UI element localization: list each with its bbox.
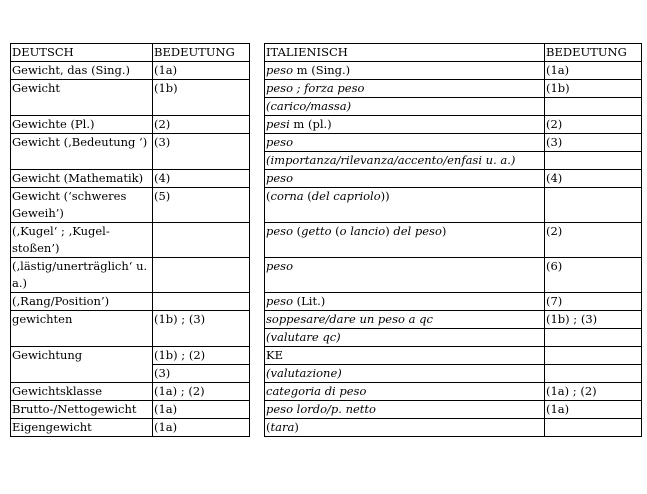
table-row: (‚lästig/unerträglich‘ u. a.) peso (6)	[11, 258, 642, 293]
header-deutsch: DEUTSCH	[11, 44, 153, 62]
table-row: (‚Kugel‘ ; ‚Kugel-stoßen’) peso (getto (o lancio) del peso) (2)	[11, 223, 642, 258]
table-row: Eigengewicht (1a) (tara)	[11, 419, 642, 437]
table-row: Gewicht (‚Bedeutung ‘) (3) peso (3)	[11, 134, 642, 152]
table-row: Gewicht (1b) peso ; forza peso (1b)	[11, 80, 642, 98]
table-row: Gewicht (‘schweres Geweih’) (5) (corna (del capriolo))	[11, 188, 642, 223]
table-row: (‚Rang/Position’) peso (Lit.) (7)	[11, 293, 642, 311]
table-row: Gewicht, das (Sing.) (1a) peso m (Sing.) (1a)	[11, 62, 642, 80]
table-row: gewichten (1b) ; (3) soppesare/dare un peso a qc (1b) ; (3)	[11, 311, 642, 329]
table-row: Gewichtung (1b) ; (2) KE	[11, 347, 642, 365]
header-row	[11, 44, 642, 62]
table-row: Gewicht (Mathematik) (4) peso (4)	[11, 170, 642, 188]
table-row: Gewichte (Pl.) (2) pesi m (pl.) (2)	[11, 116, 642, 134]
header-italienisch: ITALIENISCH	[265, 44, 545, 62]
dictionary-table: DEUTSCH BEDEUTUNG ITALIENISCH BEDEUTUNG Gewicht, das (Sing.) (1a) peso m (Sing.) (1a) Gewicht (1b) peso ; forza peso (1b) (carico/massa) Gewichte (Pl.) (2) pesi m (pl.) (2) Gewicht (‚Bedeutung ‘) (3) peso (3) (importanza/rilevanza/accento/enfasi u. a.) Gewicht (Mathematik) (4) peso (4) Gewicht (‘schweres Geweih’) (5) (corna (del capriolo)) (‚Kugel‘ ; ‚Kugel-stoßen’) peso (getto (o lancio) del peso) (2) (‚lästig/unerträglich‘ u. a.) peso (6) (‚Rang/Position’) peso (Lit.) (7) gewichten (1b) ; (3) soppesare/dare un peso a qc (1b) ; (3) (valutare qc) Gewichtung (1b) ; (2) KE (3) (valutazione) Gewichtsklasse (1a) ; (2) categoria di peso (1a) ; (2) Brutto-/Nettogewicht (1a) peso lordo/p. netto (1a) Eigengewicht (1a) (tara)	[10, 43, 642, 437]
table-row: Brutto-/Nettogewicht (1a) peso lordo/p. netto (1a)	[11, 401, 642, 419]
header-bedeutung-2: BEDEUTUNG	[545, 44, 642, 62]
table-row: Gewichtsklasse (1a) ; (2) categoria di peso (1a) ; (2)	[11, 383, 642, 401]
header-bedeutung-1: BEDEUTUNG	[153, 44, 250, 62]
